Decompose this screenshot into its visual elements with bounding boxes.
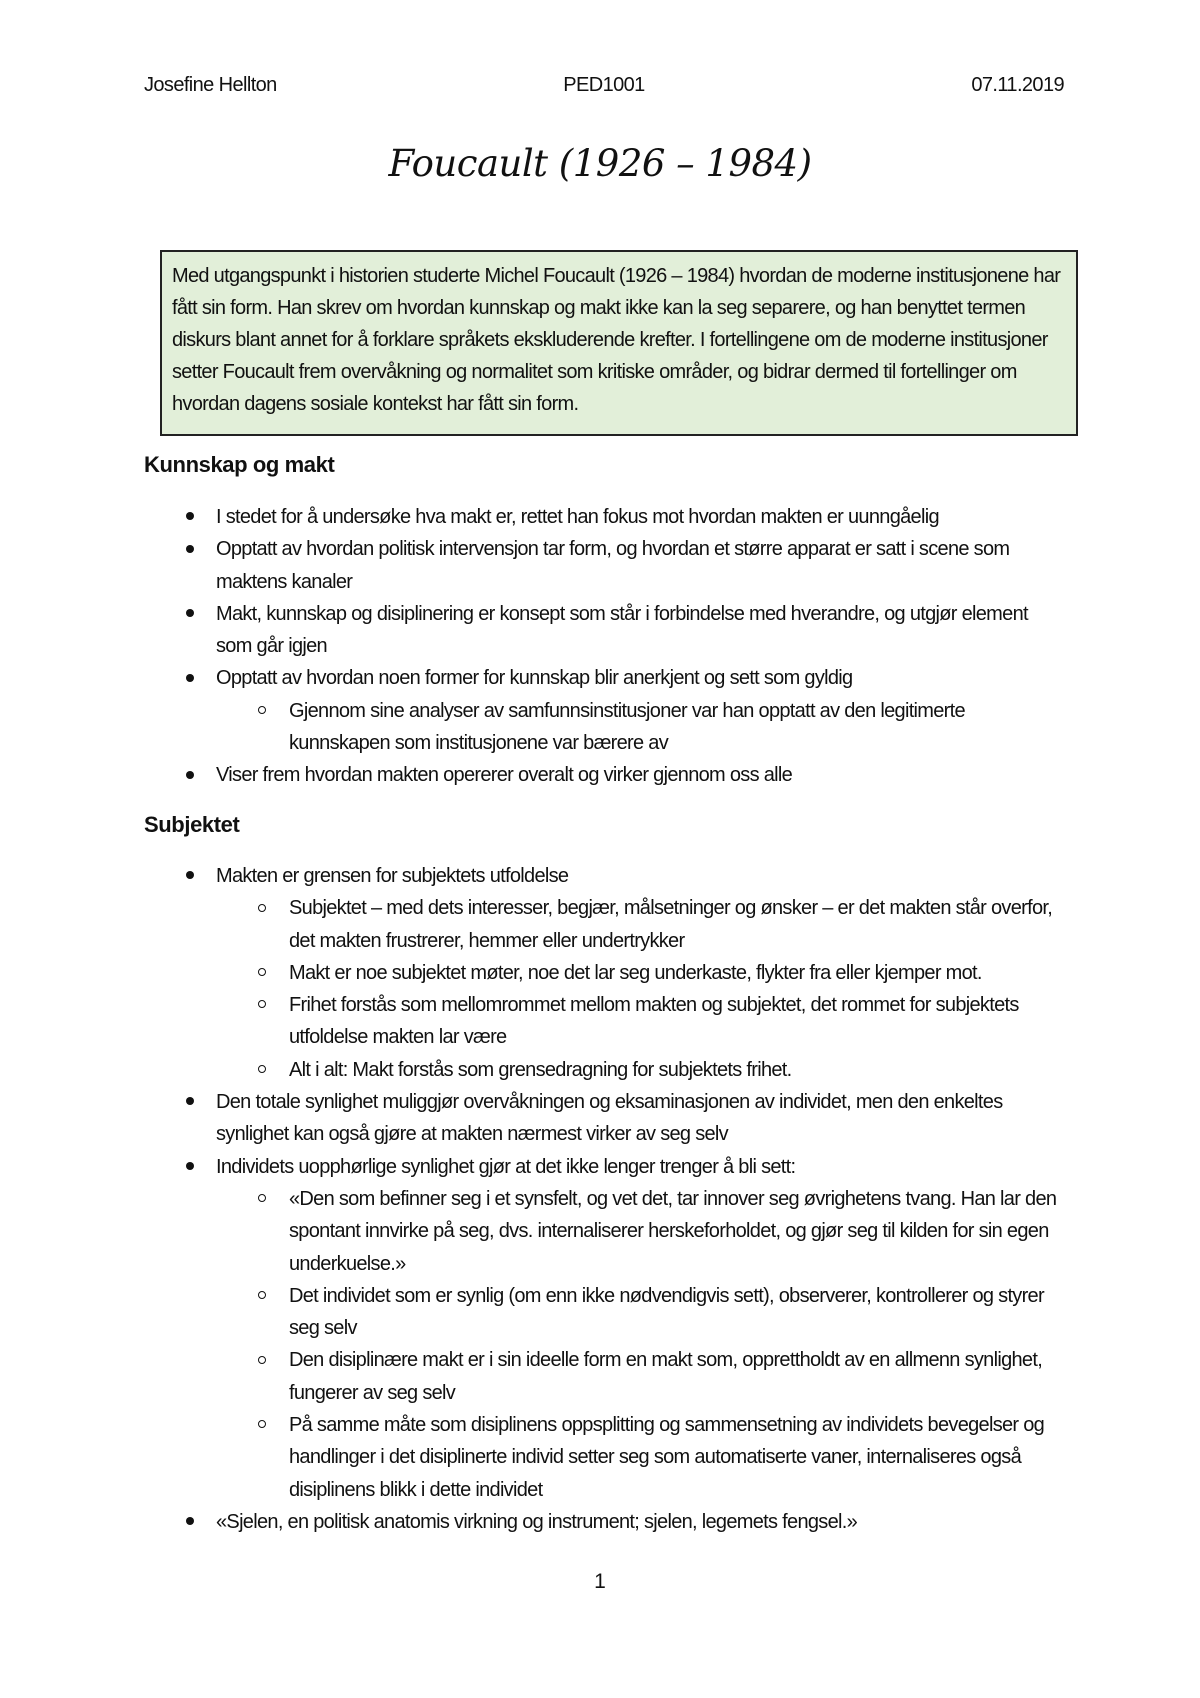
list-item-text: Det individet som er synlig (om enn ikke nødvendigvis sett), observerer, kontrollerer og styrer seg selv: [289, 1284, 1044, 1340]
section-list-subjektet: [144, 860, 1064, 1538]
list-item: [144, 695, 1064, 760]
list-item: [144, 957, 1064, 989]
bullet-icon: [180, 1151, 200, 1183]
list-item: [144, 989, 1064, 1054]
circle-bullet-icon: [252, 892, 272, 924]
circle-bullet-icon: [252, 1183, 272, 1215]
list-item-text: Viser frem hvordan makten opererer overalt og virker gjennom oss alle: [216, 764, 793, 787]
list-item-text: På samme måte som disiplinens oppsplitting og sammensetning av individets bevegelser og handlinger i det disiplinerte individ setter seg som automatiserte vaner, internaliseres også disiplinens blikk i dette individet: [289, 1414, 1045, 1501]
bullet-icon: [180, 533, 200, 565]
list-item: [144, 1054, 1064, 1086]
bullet-icon: [180, 598, 200, 630]
list-item-text: Frihet forstås som mellomrommet mellom makten og subjektet, det rommet for subjektets utfoldelse makten lar være: [289, 994, 1019, 1049]
header-author: Josefine Hellton: [144, 74, 277, 96]
list-item: [144, 1280, 1064, 1345]
list-item: [144, 860, 1064, 892]
list-item: [144, 1409, 1064, 1506]
abstract-box: Med utgangspunkt i historien studerte Michel Foucault (1926 – 1984) hvordan de moderne institusjonene har fått sin form. Han skrev om hvordan kunnskap og makt ikke kan la seg separere, og han benyttet termen diskurs blant annet for å forklare språkets ekskluderende krefter. I fortellingene om de moderne institusjoner setter Foucault frem overvåkning og normalitet som kritiske områder, og bidrar dermed til fortellinger om hvordan dagens sosiale kontekst har fått sin form.: [160, 250, 1078, 436]
list-item-text: Den disiplinære makt er i sin ideelle form en makt som, opprettholdt av en allmenn synlighet, fungerer av seg selv: [289, 1349, 1043, 1404]
list-item-text: «Den som befinner seg i et synsfelt, og vet det, tar innover seg øvrighetens tvang. Han lar den spontant innvirke på seg, dvs. internaliserer herskeforholdet, og gjør seg til kilden for sin egen underkuelse.»: [289, 1187, 1057, 1275]
list-item-text: Makt, kunnskap og disiplinering er konsept som står i forbindelse med hverandre, og utgjør element som går igjen: [216, 602, 1028, 658]
list-item-text: Individets uopphørlige synlighet gjør at det ikke lenger trenger å bli sett:: [216, 1155, 796, 1178]
list-item-text: Makt er noe subjektet møter, noe det lar seg underkaste, flykter fra eller kjemper mot.: [289, 961, 982, 984]
list-item-text: Den totale synlighet muliggjør overvåkningen og eksaminasjonen av individet, men den enkeltes synlighet kan også gjøre at makten nærmest virker av seg selv: [216, 1091, 1003, 1146]
bullet-icon: [180, 759, 200, 791]
section-heading-subjektet: Subjektet: [144, 812, 240, 837]
list-item: [144, 501, 1064, 533]
circle-bullet-icon: [252, 1280, 272, 1312]
circle-bullet-icon: [252, 1054, 272, 1086]
section-list-kunnskap-og-makt: [144, 501, 1064, 792]
circle-bullet-icon: [252, 989, 272, 1021]
list-item: [144, 892, 1064, 957]
list-item: [144, 1506, 1064, 1538]
circle-bullet-icon: [252, 1344, 272, 1376]
list-item-text: Gjennom sine analyser av samfunnsinstitusjoner var han opptatt av den legitimerte kunnskapen som institusjonene var bærere av: [289, 699, 965, 755]
list-item-text: Opptatt av hvordan noen former for kunnskap blir anerkjent og sett som gyldig: [216, 667, 853, 690]
bullet-icon: [180, 662, 200, 694]
page-header: [144, 74, 1064, 102]
bullet-icon: [180, 1086, 200, 1118]
list-item-text: Subjektet – med dets interesser, begjær, målsetninger og ønsker – er det makten står overfor, det makten frustrerer, hemmer eller undertrykker: [289, 897, 1053, 952]
bullet-icon: [180, 501, 200, 533]
header-course: PED1001: [563, 74, 645, 96]
bullet-icon: [180, 860, 200, 892]
list-item-text: «Sjelen, en politisk anatomis virkning og instrument; sjelen, legemets fengsel.»: [216, 1510, 858, 1533]
circle-bullet-icon: [252, 1409, 272, 1441]
circle-bullet-icon: [252, 695, 272, 727]
list-item: [144, 598, 1064, 663]
list-item: [144, 662, 1064, 694]
header-date: 07.11.2019: [971, 74, 1064, 96]
list-item: [144, 1086, 1064, 1151]
list-item-text: Alt i alt: Makt forstås som grensedragning for subjektets frihet.: [289, 1058, 792, 1081]
list-item: [144, 533, 1064, 598]
list-item-text: I stedet for å undersøke hva makt er, rettet han fokus mot hvordan makten er uunngåelig: [216, 506, 939, 528]
list-item: [144, 1151, 1064, 1183]
page-number: 1: [594, 1570, 606, 1593]
bullet-icon: [180, 1506, 200, 1538]
list-item-text: Opptatt av hvordan politisk intervensjon tar form, og hvordan et større apparat er satt i scene som maktens kanaler: [216, 538, 1010, 593]
list-item: [144, 1183, 1064, 1280]
document-title: Foucault (1926 – 1984): [388, 142, 812, 185]
list-item-text: Makten er grensen for subjektets utfoldelse: [216, 865, 569, 887]
section-heading-kunnskap-og-makt: Kunnskap og makt: [144, 452, 335, 477]
list-item: [144, 759, 1064, 791]
list-item: [144, 1344, 1064, 1409]
circle-bullet-icon: [252, 957, 272, 989]
